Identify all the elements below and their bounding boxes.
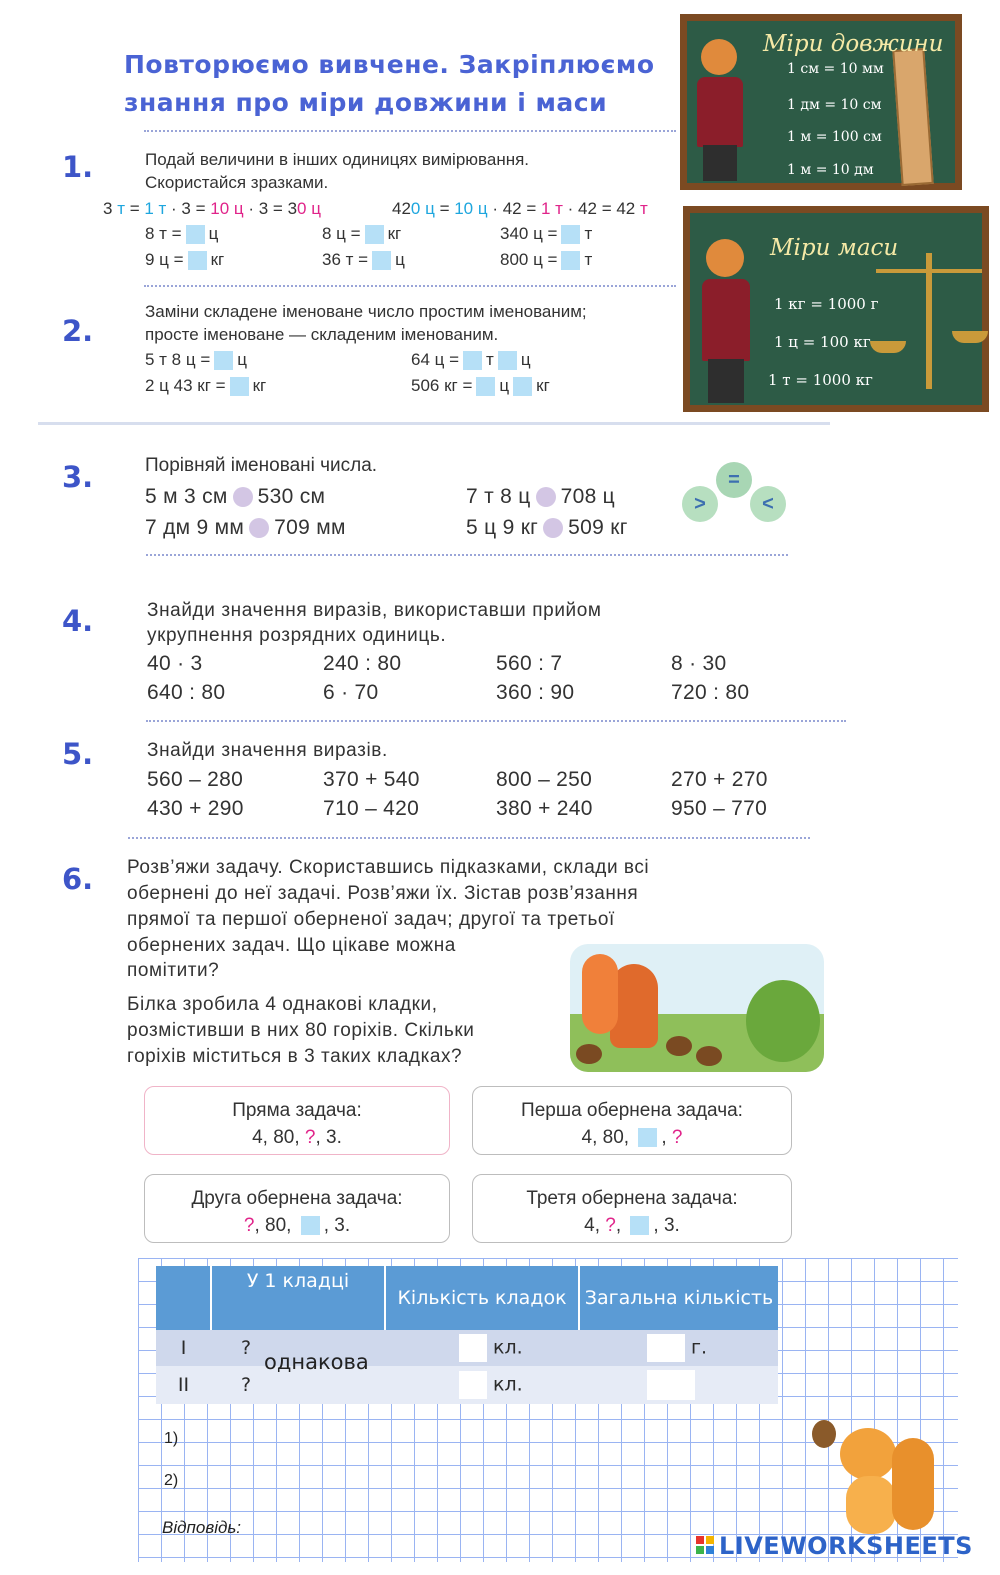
expression: 360 : 90 bbox=[496, 681, 575, 704]
board-mass-line: 1 ц = 100 кг bbox=[774, 333, 871, 351]
answer-label: Відповідь: bbox=[162, 1518, 242, 1537]
answer-box[interactable] bbox=[186, 225, 205, 244]
card-direct-problem bbox=[144, 1086, 450, 1155]
board-length-line: 1 дм = 10 см bbox=[787, 97, 882, 113]
task2-text: Заміни складене іменоване число простим іменованим; bbox=[145, 302, 587, 321]
teacher-legs-icon bbox=[703, 145, 737, 181]
card-inverse-problem-3 bbox=[472, 1174, 792, 1243]
expression: 430 + 290 bbox=[147, 797, 244, 820]
task4-text: укрупнення розрядних одиниць. bbox=[147, 625, 447, 646]
divider bbox=[146, 554, 788, 556]
task2-item: 2 ц 43 кг = кг bbox=[145, 376, 267, 395]
divider bbox=[146, 720, 846, 722]
mass-chalkboard bbox=[683, 206, 989, 412]
task3-text: Порівняй іменовані числа. bbox=[145, 455, 378, 476]
answer-box[interactable] bbox=[638, 1128, 657, 1147]
liveworksheets-logo-icon bbox=[696, 1536, 714, 1560]
row-value: ? bbox=[241, 1374, 252, 1396]
scales-pan-icon bbox=[952, 331, 988, 343]
expression: 6 · 70 bbox=[323, 681, 379, 704]
row-value: ? bbox=[241, 1337, 252, 1359]
task1-item: 8 ц = кг bbox=[322, 224, 402, 243]
answer-box[interactable] bbox=[498, 351, 517, 370]
teacher-legs-icon bbox=[708, 359, 744, 403]
card-values: 4, 80, ?, 3. bbox=[252, 1127, 342, 1148]
task1-example-2: 420 ц = 10 ц · 42 = 1 т · 42 = 42 т bbox=[392, 199, 648, 218]
scales-pan-icon bbox=[870, 341, 906, 353]
row-label: I bbox=[180, 1337, 187, 1359]
board-length-line: 1 м = 100 см bbox=[787, 129, 882, 145]
expression: 640 : 80 bbox=[147, 681, 226, 704]
board-length-title: Міри довжини bbox=[763, 31, 944, 57]
task1-item: 340 ц = т bbox=[500, 224, 593, 243]
task4-number: 4. bbox=[62, 604, 94, 638]
step-1-label: 1) bbox=[164, 1430, 179, 1447]
task1-item: 8 т = ц bbox=[145, 224, 219, 243]
card-values: 4, ?, , 3. bbox=[584, 1215, 680, 1236]
nut-icon bbox=[576, 1044, 602, 1064]
step-2-label: 2) bbox=[164, 1472, 179, 1489]
expression: 720 : 80 bbox=[671, 681, 750, 704]
scales-beam-icon bbox=[876, 269, 982, 273]
squirrel-head-icon bbox=[840, 1428, 896, 1480]
divider bbox=[144, 130, 676, 132]
answer-box[interactable] bbox=[647, 1334, 685, 1362]
answer-box[interactable] bbox=[230, 377, 249, 396]
expression: 560 – 280 bbox=[147, 768, 244, 791]
answer-box[interactable] bbox=[365, 225, 384, 244]
liveworksheets-logo-text: LIVEWORKSHEETS bbox=[719, 1532, 973, 1560]
answer-box[interactable] bbox=[463, 351, 482, 370]
nut-icon bbox=[696, 1046, 722, 1066]
card-inverse-problem-1 bbox=[472, 1086, 792, 1155]
expression: 40 · 3 bbox=[147, 652, 203, 675]
card-title: Перша обернена задача: bbox=[521, 1100, 743, 1121]
comparison-signs-illustration bbox=[682, 452, 790, 528]
board-mass-title: Міри маси bbox=[770, 235, 899, 261]
compare-circle[interactable] bbox=[233, 487, 253, 507]
task6-number: 6. bbox=[62, 862, 94, 896]
table-row bbox=[156, 1330, 778, 1366]
answer-box[interactable] bbox=[630, 1216, 649, 1235]
equal-sign-icon: = bbox=[716, 462, 752, 498]
task3-number: 3. bbox=[62, 460, 94, 494]
row-label: II bbox=[177, 1374, 190, 1396]
squirrel-body-icon bbox=[846, 1476, 896, 1534]
same-label: однакова bbox=[264, 1350, 369, 1374]
expression: 8 · 30 bbox=[671, 652, 727, 675]
answer-box[interactable] bbox=[459, 1371, 487, 1399]
table-header: Загальна кількість bbox=[579, 1266, 778, 1330]
expression: 270 + 270 bbox=[671, 768, 768, 791]
divider bbox=[128, 837, 810, 839]
task6-text: помітити? bbox=[127, 960, 220, 981]
task1-item: 36 т = ц bbox=[322, 250, 405, 269]
compare-item: 5 м 3 см 530 см bbox=[145, 485, 326, 508]
board-length-line: 1 м = 10 дм bbox=[787, 162, 874, 178]
expression: 950 – 770 bbox=[671, 797, 768, 820]
table-row bbox=[156, 1366, 778, 1404]
less-sign-icon: < bbox=[750, 486, 786, 522]
answer-box[interactable] bbox=[301, 1216, 320, 1235]
task6-problem: Білка зробила 4 однакові кладки, bbox=[127, 994, 438, 1015]
task6-problem: горіхів міститься в 3 таких кладках? bbox=[127, 1046, 463, 1067]
answer-box[interactable] bbox=[561, 225, 580, 244]
data-table bbox=[156, 1266, 778, 1404]
expression: 710 – 420 bbox=[323, 797, 420, 820]
answer-box[interactable] bbox=[188, 251, 207, 270]
task5-text: Знайди значення виразів. bbox=[147, 740, 388, 761]
task2-item: 506 кг = ц кг bbox=[411, 376, 550, 395]
page-title-line1: Повторюємо вивчене. Закріплюємо bbox=[124, 50, 655, 79]
teacher-body-icon bbox=[697, 77, 743, 147]
task5-number: 5. bbox=[62, 737, 94, 771]
teacher-body-icon bbox=[702, 279, 750, 361]
compare-item: 7 т 8 ц 708 ц bbox=[466, 485, 616, 508]
task1-item: 800 ц = т bbox=[500, 250, 593, 269]
ruler-icon bbox=[892, 48, 933, 186]
divider bbox=[144, 285, 676, 287]
page-title-line2: знання про міри довжини і маси bbox=[124, 88, 608, 117]
task6-text: обернених задач. Що цікаве можна bbox=[127, 935, 456, 956]
squirrel-tail-icon bbox=[582, 954, 618, 1034]
answer-box[interactable] bbox=[214, 351, 233, 370]
leaf-icon bbox=[746, 980, 820, 1062]
task4-text: Знайди значення виразів, використавши прийом bbox=[147, 600, 602, 621]
unit-label: кл. bbox=[493, 1336, 523, 1359]
expression: 370 + 540 bbox=[323, 768, 420, 791]
expression: 240 : 80 bbox=[323, 652, 402, 675]
answer-box[interactable] bbox=[647, 1370, 695, 1400]
answer-box[interactable] bbox=[476, 377, 495, 396]
scales-icon bbox=[926, 253, 932, 389]
teacher-head-icon bbox=[706, 239, 744, 277]
task6-problem: розмістивши в них 80 горіхів. Скільки bbox=[127, 1020, 475, 1041]
squirrel-nuts-illustration bbox=[570, 944, 824, 1072]
squirrel-acorn-illustration bbox=[812, 1420, 942, 1536]
table-header: Кількість кладок bbox=[385, 1266, 579, 1330]
answer-box[interactable] bbox=[459, 1334, 487, 1362]
compare-circle[interactable] bbox=[543, 518, 563, 538]
task6-text: Розв’яжи задачу. Скориставшись підказками, склади всі bbox=[127, 857, 650, 878]
task2-text: просте іменоване — складеним іменованим. bbox=[145, 325, 499, 344]
length-chalkboard bbox=[680, 14, 962, 190]
answer-box[interactable] bbox=[513, 377, 532, 396]
task1-text: Подай величини в інших одиницях вимірювання. bbox=[145, 150, 530, 169]
compare-item: 7 дм 9 мм 709 мм bbox=[145, 516, 346, 539]
card-title: Третя обернена задача: bbox=[526, 1188, 738, 1209]
expression: 560 : 7 bbox=[496, 652, 563, 675]
board-mass-line: 1 т = 1000 кг bbox=[768, 371, 873, 389]
unit-label: г. bbox=[691, 1336, 708, 1359]
task1-item: 9 ц = кг bbox=[145, 250, 225, 269]
nut-icon bbox=[666, 1036, 692, 1056]
compare-circle[interactable] bbox=[536, 487, 556, 507]
task2-item: 5 т 8 ц = ц bbox=[145, 350, 248, 369]
task2-item: 64 ц = т ц bbox=[411, 350, 531, 369]
section-separator bbox=[38, 422, 830, 425]
task6-text: обернені до неї задачі. Розв’яжи їх. Зістав розв’язання bbox=[127, 883, 639, 904]
unit-label: кл. bbox=[493, 1373, 523, 1396]
teacher-head-icon bbox=[701, 39, 737, 75]
board-mass-line: 1 кг = 1000 г bbox=[774, 295, 879, 313]
answer-box[interactable] bbox=[561, 251, 580, 270]
card-title: Друга обернена задача: bbox=[191, 1188, 403, 1209]
table-header: У 1 кладці bbox=[211, 1266, 385, 1330]
answer-box[interactable] bbox=[372, 251, 391, 270]
card-values: ?, 80, , 3. bbox=[243, 1215, 351, 1236]
card-inverse-problem-2 bbox=[144, 1174, 450, 1243]
squirrel-tail-icon bbox=[892, 1438, 934, 1530]
compare-circle[interactable] bbox=[249, 518, 269, 538]
task2-number: 2. bbox=[62, 314, 94, 348]
acorn-icon bbox=[812, 1420, 836, 1448]
task6-text: прямої та першої оберненої задач; другої та третьої bbox=[127, 909, 615, 930]
card-values: 4, 80, , ? bbox=[581, 1127, 683, 1148]
expression: 380 + 240 bbox=[496, 797, 593, 820]
task1-number: 1. bbox=[62, 150, 94, 184]
board-length-line: 1 см = 10 мм bbox=[787, 61, 884, 77]
card-title: Пряма задача: bbox=[232, 1100, 362, 1121]
expression: 800 – 250 bbox=[496, 768, 593, 791]
task1-text: Скористайся зразками. bbox=[145, 173, 329, 192]
greater-sign-icon: > bbox=[682, 486, 718, 522]
compare-item: 5 ц 9 кг 509 кг bbox=[466, 516, 628, 539]
task1-example-1: 3 т = 1 т · 3 = 10 ц · 3 = 30 ц bbox=[103, 199, 321, 218]
